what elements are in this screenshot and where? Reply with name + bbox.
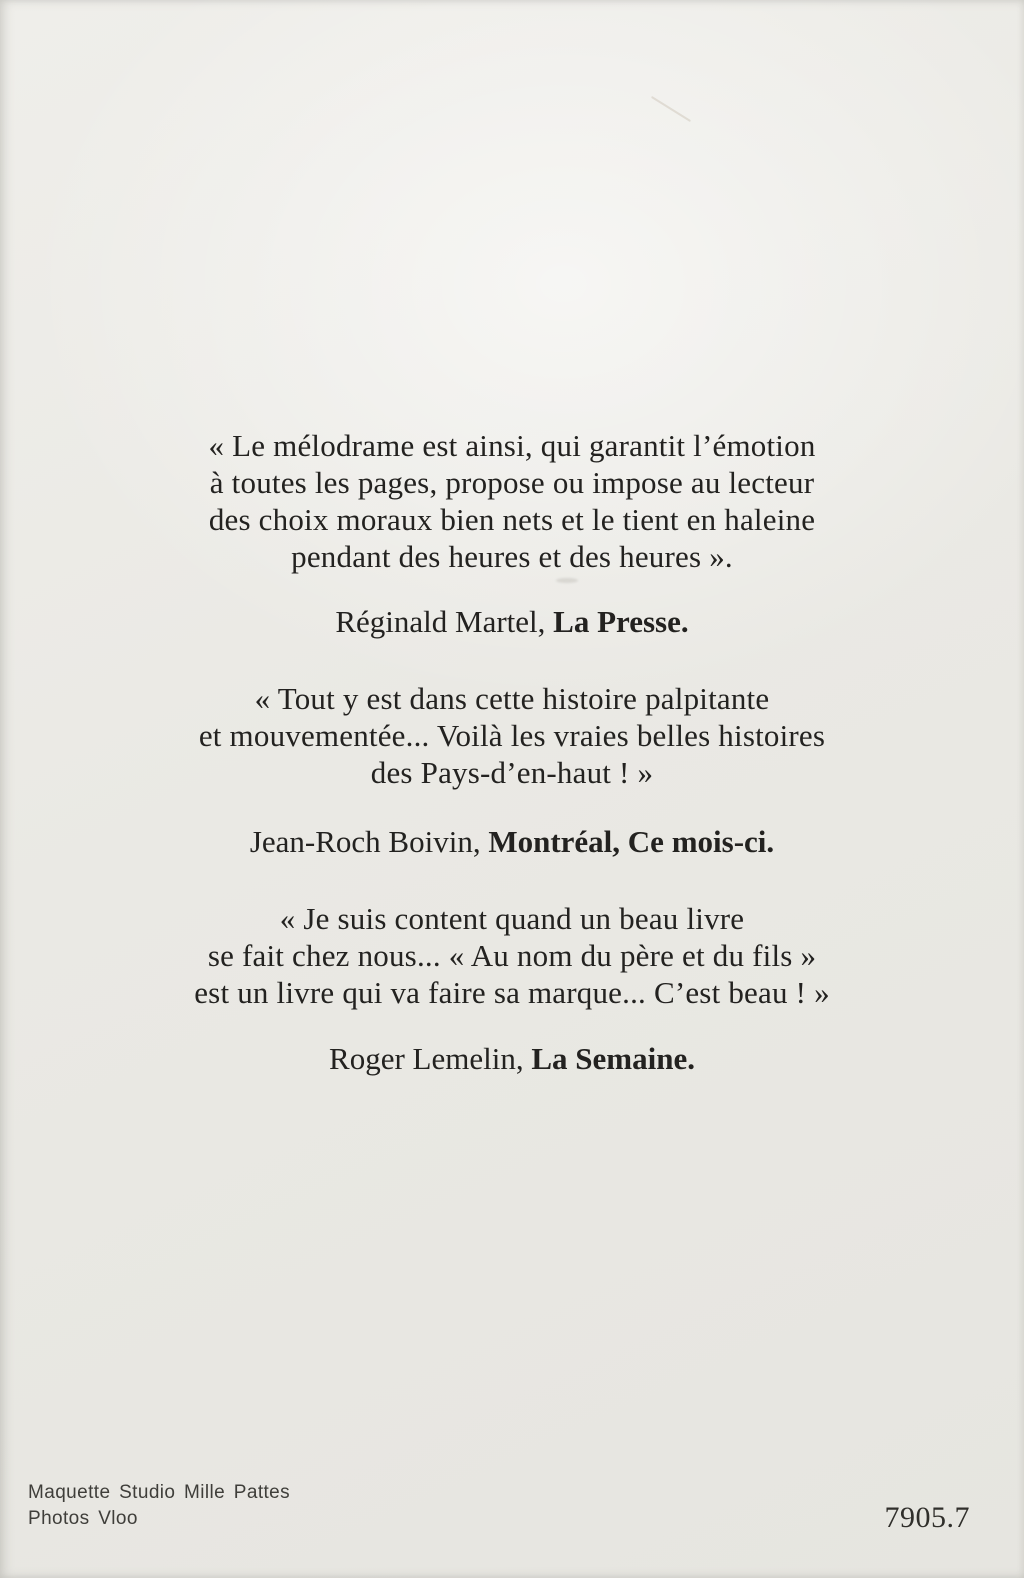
attribution-name: Roger Lemelin,: [329, 1041, 532, 1076]
credit-photos: Photos Vloo: [28, 1508, 138, 1529]
attribution-source: La Presse.: [553, 604, 689, 639]
catalog-number: 7905.7: [884, 1501, 970, 1534]
quote-line: à toutes les pages, propose ou impose au lecteur: [209, 465, 815, 500]
attribution-source: Montréal, Ce mois-ci.: [488, 824, 775, 859]
quote-je-suis-content: [102, 900, 922, 1011]
paper-smudge-mark: [556, 578, 578, 583]
quote-line: pendant des heures et des heures ».: [291, 539, 733, 574]
production-credits: [28, 1480, 290, 1532]
quote-line: des choix moraux bien nets et le tient en haleine: [208, 502, 816, 537]
attribution-source: La Semaine.: [531, 1041, 695, 1076]
attribution-reginald-martel: [102, 603, 922, 640]
attribution-name: Jean-Roch Boivin,: [249, 824, 489, 859]
attribution-jean-roch-boivin: [102, 823, 922, 860]
quote-line: est un livre qui va faire sa marque... C’est beau ! »: [194, 975, 830, 1010]
quote-line: « Je suis content quand un beau livre: [279, 901, 745, 936]
quote-line: « Le mélodrame est ainsi, qui garantit l’émotion: [208, 428, 816, 463]
quote-line: des Pays-d’en-haut ! »: [370, 755, 654, 790]
credit-maquette: Maquette Studio Mille Pattes: [28, 1482, 291, 1503]
quote-line: se fait chez nous... « Au nom du père et du fils »: [207, 938, 817, 973]
paper-scratch-mark: [651, 96, 691, 122]
quote-tout-y-est: [102, 680, 922, 791]
attribution-name: Réginald Martel,: [335, 604, 554, 639]
quote-melodrame: [102, 427, 922, 575]
quote-line: « Tout y est dans cette histoire palpitante: [254, 681, 770, 716]
quote-line: et mouvementée... Voilà les vraies belles histoires: [198, 718, 826, 753]
attribution-roger-lemelin: [102, 1040, 922, 1077]
